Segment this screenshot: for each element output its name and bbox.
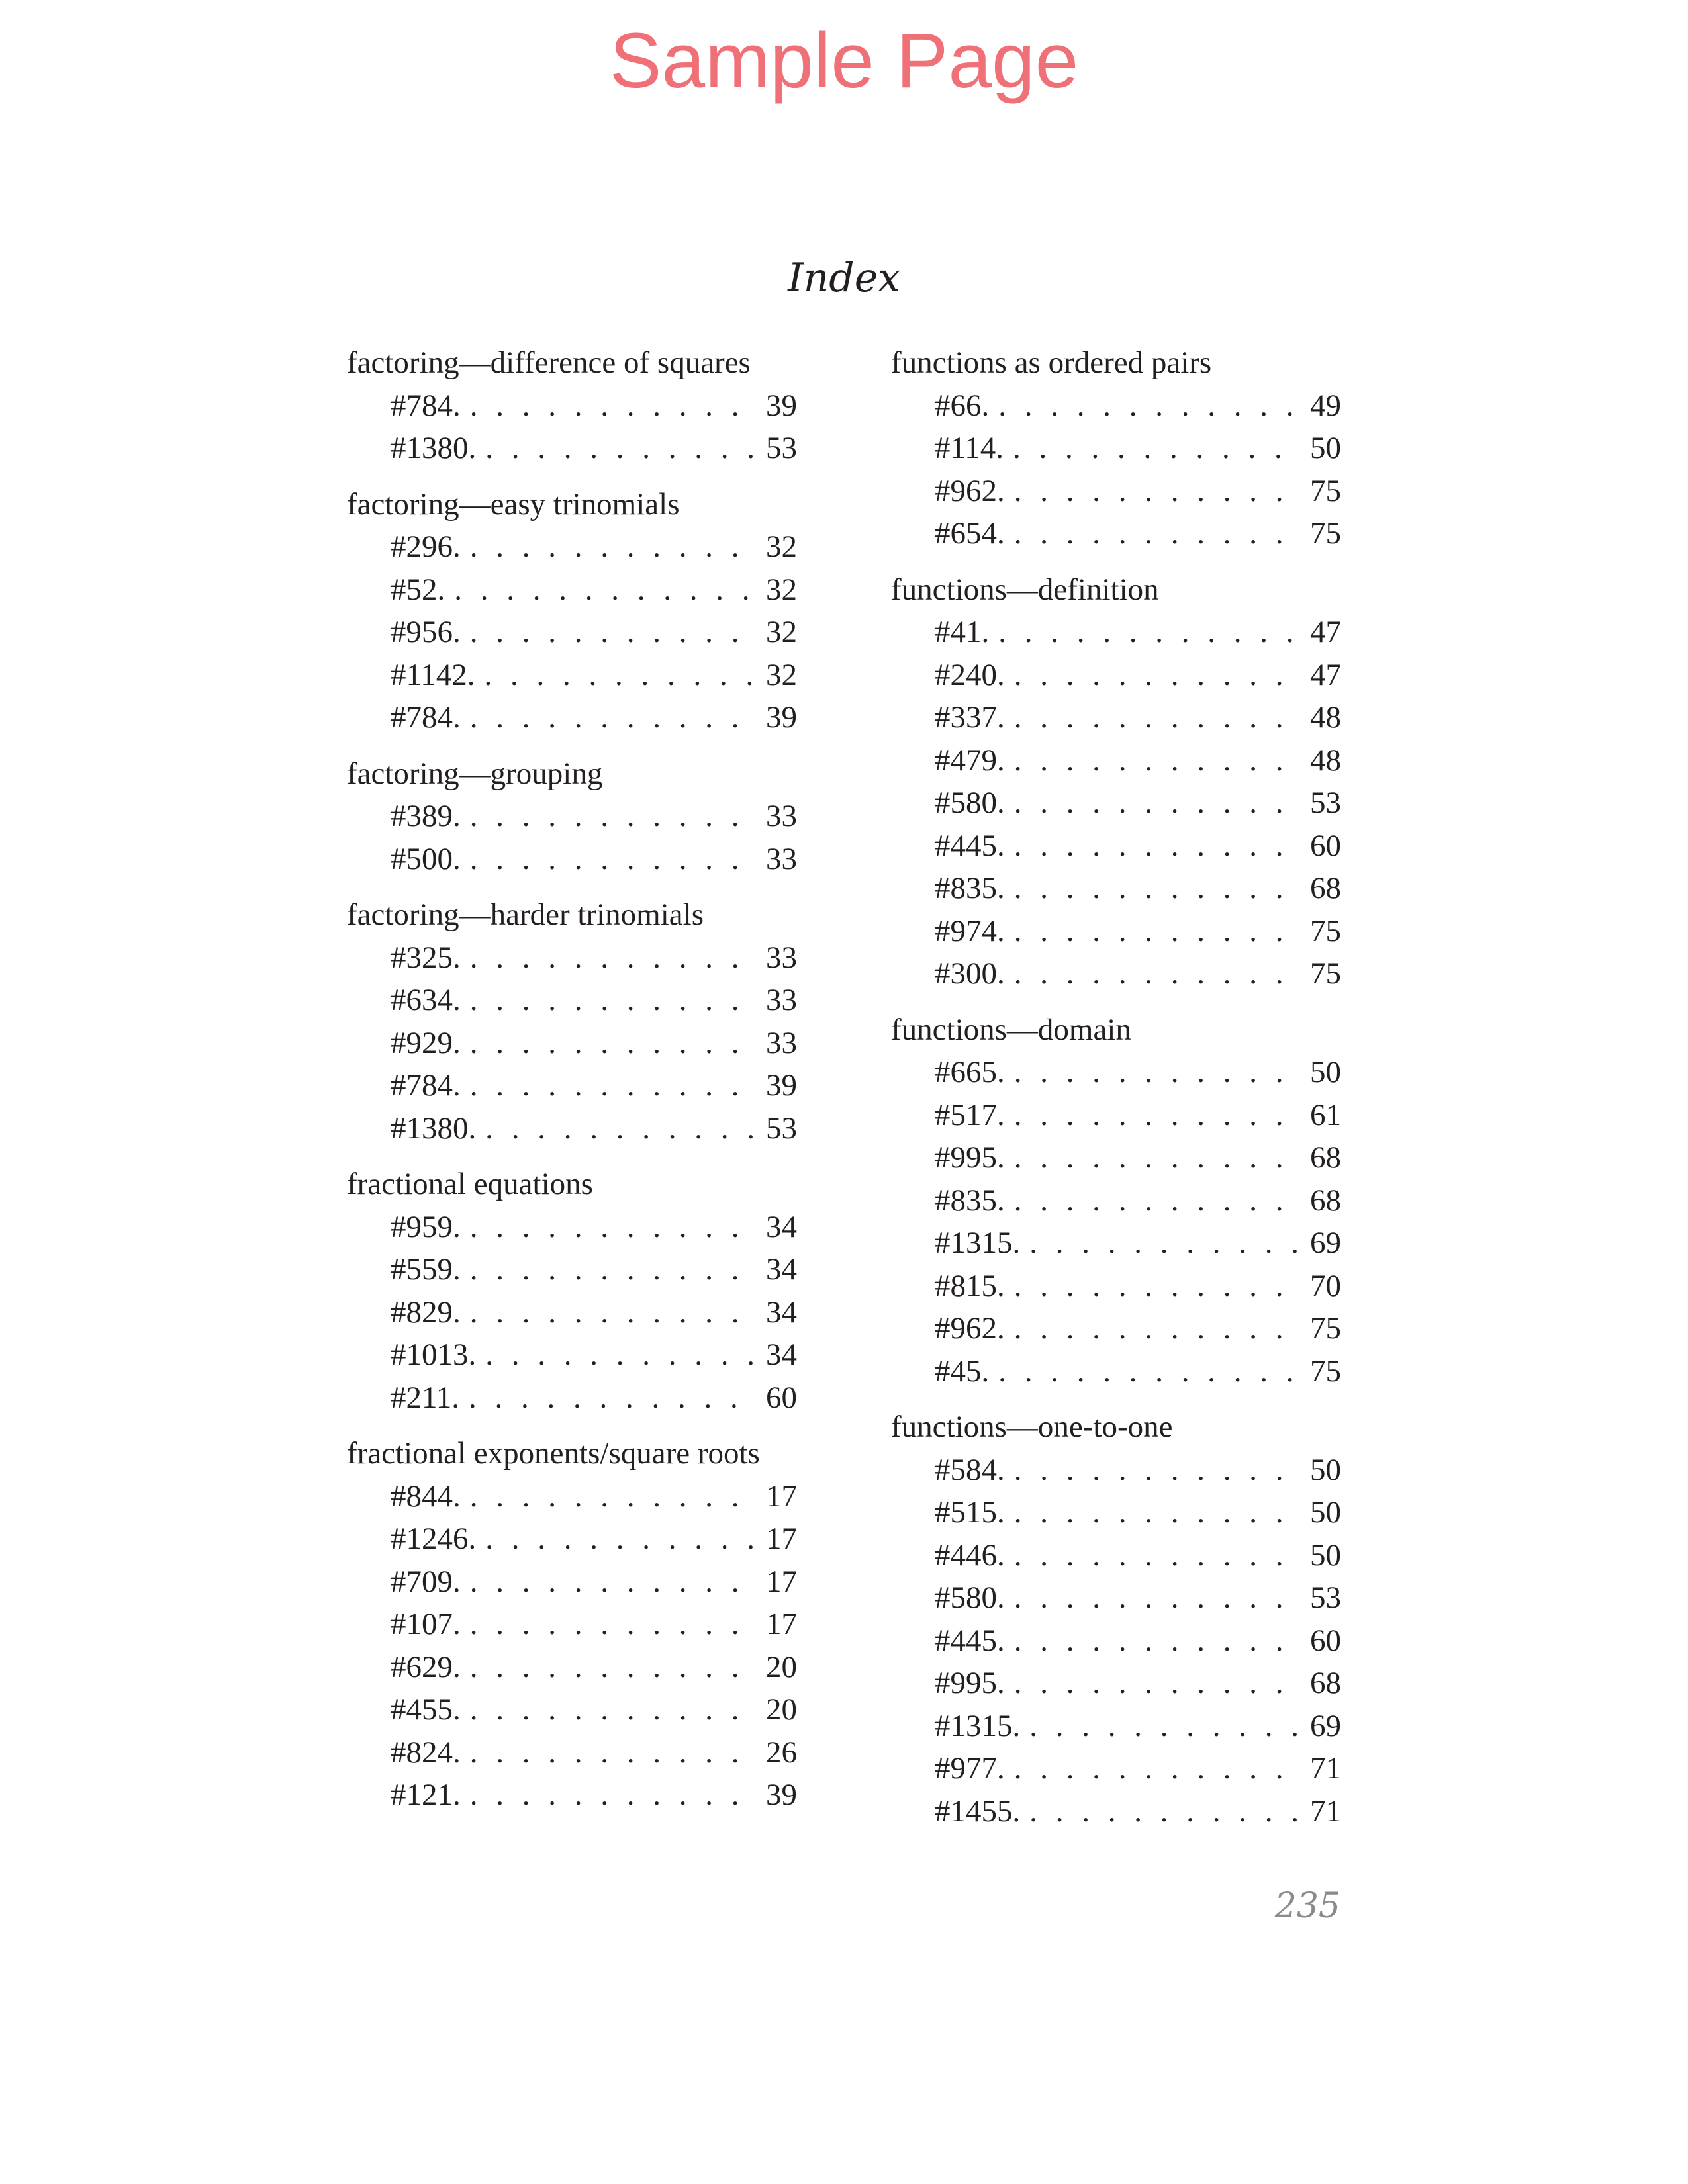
entry-ref: #517. — [935, 1097, 1005, 1132]
entry-ref: #107. — [391, 1607, 461, 1641]
entry-page: 50 — [1310, 1452, 1341, 1487]
page-number: 235 — [1274, 1886, 1340, 1926]
dot-leader — [1029, 1790, 1299, 1833]
entry-page: 34 — [766, 1209, 797, 1244]
dot-leader — [1014, 1265, 1299, 1308]
dot-leader — [1014, 1619, 1299, 1662]
index-heading: factoring—grouping — [347, 756, 603, 791]
index-section — [891, 1009, 1341, 1393]
entry-ref: #1142. — [391, 657, 475, 692]
index-entry — [891, 1179, 1341, 1222]
index-title: Index — [787, 255, 901, 301]
dot-leader — [1014, 1491, 1299, 1534]
entry-ref: #995. — [935, 1666, 1005, 1700]
entry-ref: #114. — [935, 431, 1004, 465]
dot-leader — [1029, 1705, 1299, 1748]
entry-ref: #629. — [391, 1649, 461, 1684]
index-entry — [347, 385, 797, 428]
dot-leader — [1014, 470, 1299, 513]
dot-leader — [998, 1350, 1299, 1393]
entry-ref: #784. — [391, 1068, 461, 1103]
entry-ref: #829. — [391, 1295, 461, 1330]
dot-leader — [470, 1248, 755, 1291]
entry-page: 17 — [766, 1522, 797, 1556]
index-entry — [891, 1136, 1341, 1179]
entry-ref: #665. — [935, 1055, 1005, 1089]
entry-ref: #1013. — [391, 1338, 477, 1372]
entry-page: 61 — [1310, 1097, 1341, 1132]
index-entry — [891, 427, 1341, 470]
entry-ref: #634. — [391, 983, 461, 1017]
entry-page: 48 — [1310, 700, 1341, 735]
entry-page: 49 — [1310, 388, 1341, 423]
index-heading: factoring—easy trinomials — [347, 486, 680, 522]
index-entry — [347, 1774, 797, 1817]
entry-page: 34 — [766, 1338, 797, 1372]
dot-leader — [470, 525, 755, 569]
dot-leader — [470, 696, 755, 739]
entry-ref: #455. — [391, 1692, 461, 1727]
dot-leader — [1014, 1449, 1299, 1492]
index-column-right — [891, 341, 1341, 1833]
index-entry — [347, 569, 797, 612]
entry-ref: #121. — [391, 1778, 461, 1812]
index-entry — [347, 1475, 797, 1518]
entry-page: 26 — [766, 1735, 797, 1770]
dot-leader — [1014, 952, 1299, 995]
entry-page: 75 — [1310, 956, 1341, 991]
index-entry — [891, 654, 1341, 697]
dot-leader — [1014, 512, 1299, 555]
index-entry — [347, 1064, 797, 1107]
index-entry — [347, 525, 797, 569]
entry-ref: #446. — [935, 1537, 1005, 1572]
dot-leader — [470, 1646, 755, 1689]
entry-page: 68 — [1310, 1666, 1341, 1700]
entry-ref: #389. — [391, 799, 461, 833]
index-entry — [347, 979, 797, 1022]
entry-ref: #300. — [935, 956, 1005, 991]
entry-ref: #580. — [935, 1580, 1005, 1615]
index-entry — [891, 1307, 1341, 1350]
entry-ref: #1380. — [391, 431, 477, 465]
entry-ref: #962. — [935, 473, 1005, 508]
index-section — [347, 483, 797, 739]
entry-page: 47 — [1310, 657, 1341, 692]
entry-ref: #956. — [391, 615, 461, 649]
entry-page: 33 — [766, 983, 797, 1017]
entry-page: 69 — [1310, 1226, 1341, 1260]
dot-leader — [470, 936, 755, 979]
entry-page: 70 — [1310, 1268, 1341, 1303]
index-entry — [891, 1449, 1341, 1492]
index-heading: functions—domain — [891, 1012, 1131, 1047]
index-entry — [347, 1646, 797, 1689]
index-entry — [347, 611, 797, 654]
dot-leader — [1014, 1094, 1299, 1137]
entry-page: 34 — [766, 1295, 797, 1330]
entry-ref: #445. — [935, 828, 1005, 863]
entry-page: 20 — [766, 1692, 797, 1727]
index-section — [347, 893, 797, 1150]
dot-leader — [470, 385, 755, 428]
dot-leader — [1014, 910, 1299, 953]
dot-leader — [470, 1022, 755, 1065]
dot-leader — [1014, 867, 1299, 910]
index-heading: functions—one-to-one — [891, 1410, 1173, 1444]
entry-page: 32 — [766, 529, 797, 564]
entry-page: 60 — [1310, 828, 1341, 863]
entry-page: 69 — [1310, 1708, 1341, 1743]
entry-page: 39 — [766, 1068, 797, 1103]
index-entry — [347, 1291, 797, 1334]
dot-leader — [485, 1334, 755, 1377]
entry-ref: #445. — [935, 1623, 1005, 1658]
index-entry — [347, 1603, 797, 1646]
entry-page: 20 — [766, 1649, 797, 1684]
index-entry — [891, 1051, 1341, 1094]
entry-page: 71 — [1310, 1794, 1341, 1829]
dot-leader — [1014, 696, 1299, 739]
entry-page: 17 — [766, 1607, 797, 1641]
index-section — [347, 341, 797, 470]
entry-page: 53 — [1310, 1580, 1341, 1615]
entry-page: 53 — [766, 431, 797, 465]
entry-page: 68 — [1310, 871, 1341, 905]
entry-page: 33 — [766, 1025, 797, 1060]
dot-leader — [454, 569, 755, 612]
dot-leader — [470, 1064, 755, 1107]
dot-leader — [1014, 1662, 1299, 1705]
index-entry — [891, 1491, 1341, 1534]
dot-leader — [470, 795, 755, 838]
dot-leader — [470, 1475, 755, 1518]
index-section — [347, 1432, 797, 1817]
entry-ref: #41. — [935, 615, 990, 649]
sample-page-watermark: Sample Page — [609, 17, 1079, 105]
entry-page: 71 — [1310, 1751, 1341, 1786]
index-entry — [891, 1619, 1341, 1662]
dot-leader — [1013, 427, 1299, 470]
entry-ref: #584. — [935, 1452, 1005, 1487]
entry-page: 17 — [766, 1479, 797, 1514]
index-entry — [347, 838, 797, 881]
index-entry — [891, 739, 1341, 782]
index-entry — [891, 867, 1341, 910]
entry-page: 33 — [766, 799, 797, 833]
index-entry — [347, 1248, 797, 1291]
index-heading: factoring—difference of squares — [347, 345, 751, 380]
entry-ref: #784. — [391, 388, 461, 423]
index-entry — [347, 654, 797, 697]
entry-ref: #296. — [391, 529, 461, 564]
entry-ref: #45. — [935, 1353, 990, 1388]
index-entry — [347, 696, 797, 739]
dot-leader — [485, 1107, 755, 1150]
entry-ref: #709. — [391, 1564, 461, 1599]
entry-ref: #974. — [935, 913, 1005, 948]
entry-page: 75 — [1310, 516, 1341, 551]
index-heading: factoring—harder trinomials — [347, 897, 704, 932]
entry-page: 34 — [766, 1252, 797, 1287]
entry-page: 60 — [766, 1380, 797, 1415]
entry-page: 39 — [766, 1778, 797, 1812]
dot-leader — [1014, 654, 1299, 697]
entry-page: 47 — [1310, 615, 1341, 649]
entry-ref: #835. — [935, 1183, 1005, 1218]
index-entry — [891, 1094, 1341, 1137]
index-entry — [347, 1334, 797, 1377]
dot-leader — [470, 1561, 755, 1604]
entry-page: 60 — [1310, 1623, 1341, 1658]
entry-ref: #580. — [935, 786, 1005, 820]
entry-page: 33 — [766, 940, 797, 975]
entry-ref: #1315. — [935, 1708, 1021, 1743]
index-entry — [347, 1688, 797, 1731]
index-entry — [891, 1662, 1341, 1705]
dot-leader — [469, 1377, 755, 1420]
entry-page: 75 — [1310, 1311, 1341, 1345]
index-entry — [891, 1534, 1341, 1577]
entry-ref: #977. — [935, 1751, 1005, 1786]
index-entry — [891, 1222, 1341, 1265]
dot-leader — [1014, 1747, 1299, 1790]
entry-ref: #835. — [935, 871, 1005, 905]
index-entry — [891, 1350, 1341, 1393]
entry-page: 75 — [1310, 913, 1341, 948]
dot-leader — [470, 1206, 755, 1249]
index-section — [891, 1406, 1341, 1833]
entry-page: 50 — [1310, 1055, 1341, 1089]
dot-leader — [1014, 1576, 1299, 1619]
entry-page: 50 — [1310, 1537, 1341, 1572]
entry-page: 32 — [766, 615, 797, 649]
dot-leader — [470, 838, 755, 881]
dot-leader — [1014, 1136, 1299, 1179]
entry-ref: #1380. — [391, 1111, 477, 1146]
entry-ref: #959. — [391, 1209, 461, 1244]
entry-page: 48 — [1310, 743, 1341, 778]
dot-leader — [485, 1518, 755, 1561]
entry-ref: #500. — [391, 841, 461, 876]
index-entry — [347, 1107, 797, 1150]
index-entry — [891, 611, 1341, 654]
dot-leader — [1014, 1179, 1299, 1222]
index-entry — [347, 1561, 797, 1604]
dot-leader — [470, 1603, 755, 1646]
index-entry — [891, 782, 1341, 825]
entry-ref: #515. — [935, 1495, 1005, 1529]
dot-leader — [485, 654, 755, 697]
entry-ref: #824. — [391, 1735, 461, 1770]
entry-page: 50 — [1310, 1495, 1341, 1529]
entry-page: 32 — [766, 657, 797, 692]
index-entry — [891, 470, 1341, 513]
entry-page: 53 — [1310, 786, 1341, 820]
index-entry — [347, 427, 797, 470]
index-column-left — [347, 341, 797, 1817]
index-entry — [891, 1790, 1341, 1833]
entry-ref: #1455. — [935, 1794, 1021, 1829]
dot-leader — [1029, 1222, 1299, 1265]
index-heading: fractional equations — [347, 1167, 593, 1201]
dot-leader — [1014, 1051, 1299, 1094]
index-section — [347, 1163, 797, 1419]
dot-leader — [470, 979, 755, 1022]
entry-page: 75 — [1310, 473, 1341, 508]
entry-ref: #479. — [935, 743, 1005, 778]
dot-leader — [470, 1688, 755, 1731]
index-entry — [347, 1731, 797, 1774]
index-entry — [347, 1206, 797, 1249]
entry-ref: #962. — [935, 1311, 1005, 1345]
entry-page: 53 — [766, 1111, 797, 1146]
index-entry — [347, 1518, 797, 1561]
index-section — [891, 569, 1341, 995]
dot-leader — [470, 611, 755, 654]
entry-ref: #66. — [935, 388, 990, 423]
dot-leader — [998, 611, 1299, 654]
entry-page: 75 — [1310, 1353, 1341, 1388]
entry-ref: #325. — [391, 940, 461, 975]
dot-leader — [470, 1291, 755, 1334]
index-heading: functions—definition — [891, 572, 1159, 607]
entry-ref: #815. — [935, 1268, 1005, 1303]
dot-leader — [1014, 1307, 1299, 1350]
dot-leader — [1014, 782, 1299, 825]
entry-ref: #52. — [391, 572, 445, 607]
entry-ref: #929. — [391, 1025, 461, 1060]
entry-page: 50 — [1310, 431, 1341, 465]
dot-leader — [470, 1731, 755, 1774]
index-heading: functions as ordered pairs — [891, 345, 1212, 380]
entry-page: 68 — [1310, 1183, 1341, 1218]
dot-leader — [485, 427, 755, 470]
entry-page: 39 — [766, 700, 797, 735]
entry-ref: #654. — [935, 516, 1005, 551]
entry-ref: #559. — [391, 1252, 461, 1287]
index-entry — [347, 795, 797, 838]
entry-ref: #211. — [391, 1380, 460, 1415]
index-entry — [891, 696, 1341, 739]
dot-leader — [1014, 825, 1299, 868]
entry-ref: #337. — [935, 700, 1005, 735]
dot-leader — [1014, 1534, 1299, 1577]
index-entry — [891, 512, 1341, 555]
entry-ref: #1246. — [391, 1522, 477, 1556]
dot-leader — [998, 385, 1299, 428]
entry-page: 68 — [1310, 1140, 1341, 1175]
index-entry — [347, 1377, 797, 1420]
entry-page: 33 — [766, 841, 797, 876]
entry-ref: #844. — [391, 1479, 461, 1514]
entry-ref: #240. — [935, 657, 1005, 692]
entry-page: 32 — [766, 572, 797, 607]
index-entry — [347, 1022, 797, 1065]
entry-page: 39 — [766, 388, 797, 423]
index-section — [347, 752, 797, 881]
index-entry — [347, 936, 797, 979]
index-section — [891, 341, 1341, 555]
index-entry — [891, 910, 1341, 953]
entry-page: 17 — [766, 1564, 797, 1599]
index-entry — [891, 1265, 1341, 1308]
dot-leader — [470, 1774, 755, 1817]
index-entry — [891, 385, 1341, 428]
dot-leader — [1014, 739, 1299, 782]
entry-ref: #995. — [935, 1140, 1005, 1175]
index-entry — [891, 1747, 1341, 1790]
index-entry — [891, 1576, 1341, 1619]
index-heading: fractional exponents/square roots — [347, 1436, 760, 1471]
entry-ref: #1315. — [935, 1226, 1021, 1260]
index-entry — [891, 952, 1341, 995]
index-entry — [891, 1705, 1341, 1748]
index-entry — [891, 825, 1341, 868]
entry-ref: #784. — [391, 700, 461, 735]
